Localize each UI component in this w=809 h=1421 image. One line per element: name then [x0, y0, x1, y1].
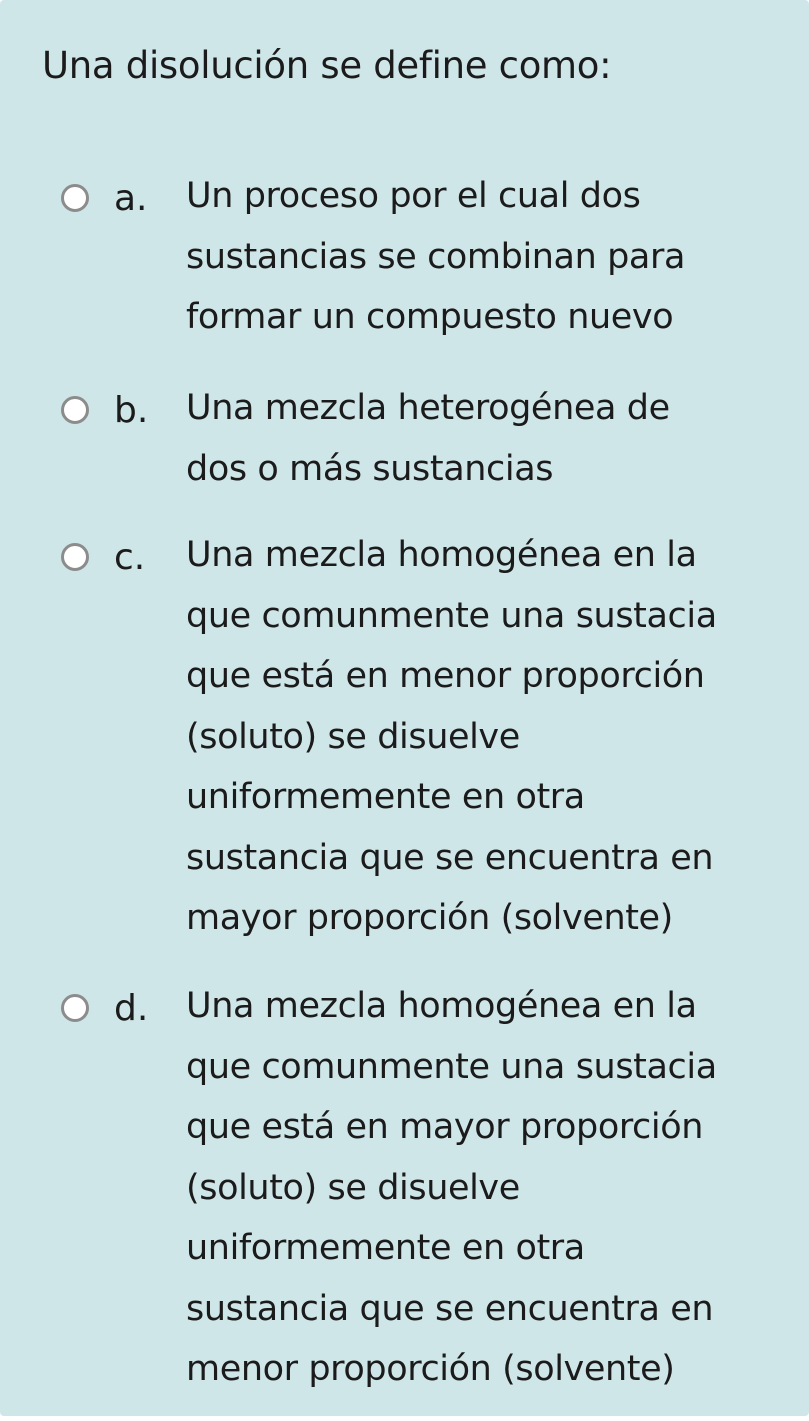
radio-button-icon[interactable] — [61, 994, 89, 1022]
option-text: Una mezcla heterogénea de dos o más sustancias — [186, 388, 670, 489]
option-text: Un proceso por el cual dos sustancias se combinan para formar un compuesto nuevo — [186, 176, 686, 337]
radio-button-icon[interactable] — [61, 184, 89, 212]
option-letter: d. — [114, 988, 149, 1029]
radio-button-icon[interactable] — [61, 543, 89, 571]
option-letter: a. — [114, 178, 148, 219]
radio-button-icon[interactable] — [61, 396, 89, 424]
option-text: Una mezcla homogénea en la que comunmente una sustacia que está en menor proporción (soluto) se disuelve uniformemente en otra sustancia que se encuentra en mayor proporción (solvente) — [186, 535, 717, 938]
option-letter: c. — [114, 537, 146, 578]
question-text: Una disolución se define como: — [42, 44, 612, 87]
option-text: Una mezcla homogénea en la que comunmente una sustacia que está en mayor proporción (soluto) se disuelve uniformemente en otra sustancia que se encuentra en menor proporción (solvente) — [186, 986, 717, 1389]
option-letter: b. — [114, 390, 149, 431]
